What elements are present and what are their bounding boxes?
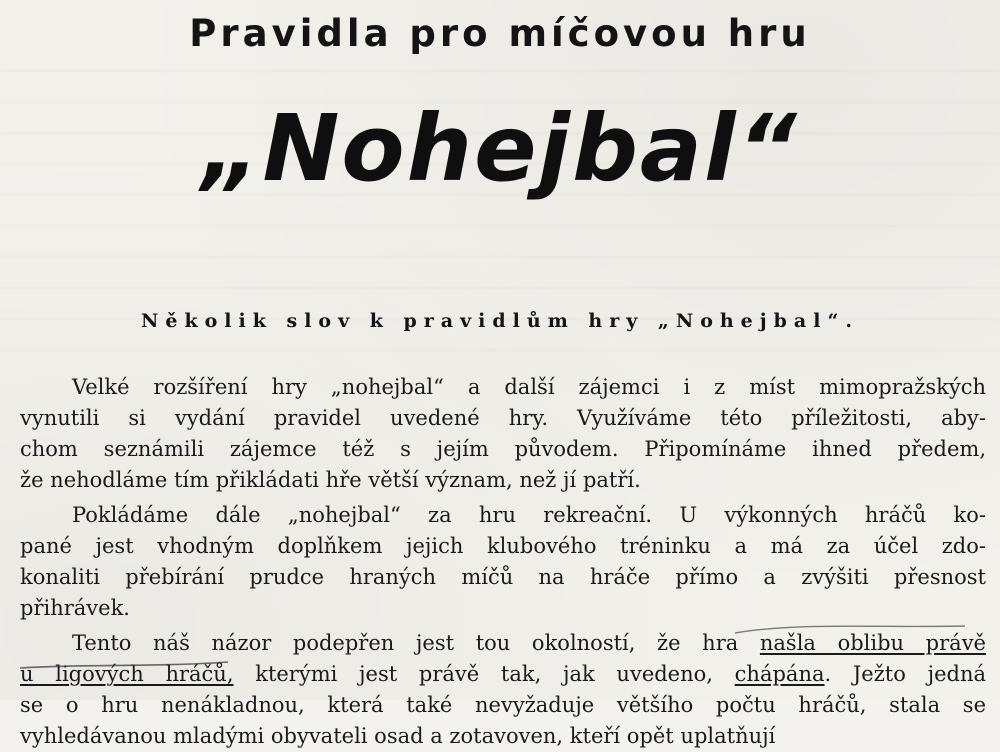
text-line: Velké rozšíření hry „nohejbal“ a další zájemci i z míst mimopražských: [72, 375, 986, 399]
text-segment: . Ježto jedná: [824, 662, 987, 686]
paragraph-3: [20, 628, 986, 752]
pre-title: Pravidla pro míčovou hru: [189, 12, 811, 55]
paragraph-1: [20, 372, 986, 496]
text-segment: kterými jest právě tak, jak uvedeno,: [233, 662, 735, 686]
underlined-text: chápána: [734, 662, 825, 686]
text-line: konaliti přebírání prudce hraných míčů na hráče přímo a zvýšiti přesnost: [20, 565, 986, 589]
text-line: se o hru nenákladnou, která také nevyžaduje většího počtu hráčů, stala se: [20, 693, 986, 717]
underlined-text: našla oblibu právě: [759, 631, 986, 655]
text-segment: Tento náš názor podepřen jest tou okolností, že hra: [72, 631, 760, 655]
text-line: vynutili si vydání pravidel uvedené hry. Využíváme této příležitosti, aby-: [20, 406, 986, 430]
paragraph-2: [20, 500, 986, 624]
text-line: [20, 659, 986, 690]
text-line: pané jest vhodným doplňkem jejich klubového tréninku a má za účel zdo-: [20, 534, 986, 558]
text-line: Pokládáme dále „nohejbal“ za hru rekreační. U výkonných hráčů ko-: [72, 503, 986, 527]
text-line: vyhledávanou mladými obyvateli osad a zotavoven, kteří opět uplatňují: [20, 724, 776, 748]
text-line: [20, 628, 986, 659]
text-line: chom seznámili zájemce též s jejím původem. Připomínáme ihned předem,: [20, 437, 986, 461]
subheading: Několik slov k pravidlům hry „Nohejbal“.: [140, 310, 859, 332]
underlined-text: u ligových hráčů,: [20, 662, 234, 686]
text-line: přihrávek.: [20, 596, 130, 620]
text-line: že nehodláme tím přikládati hře větší význam, než jí patří.: [20, 468, 641, 492]
main-title: „Nohejbal“: [201, 95, 799, 202]
article-body: [20, 372, 986, 752]
